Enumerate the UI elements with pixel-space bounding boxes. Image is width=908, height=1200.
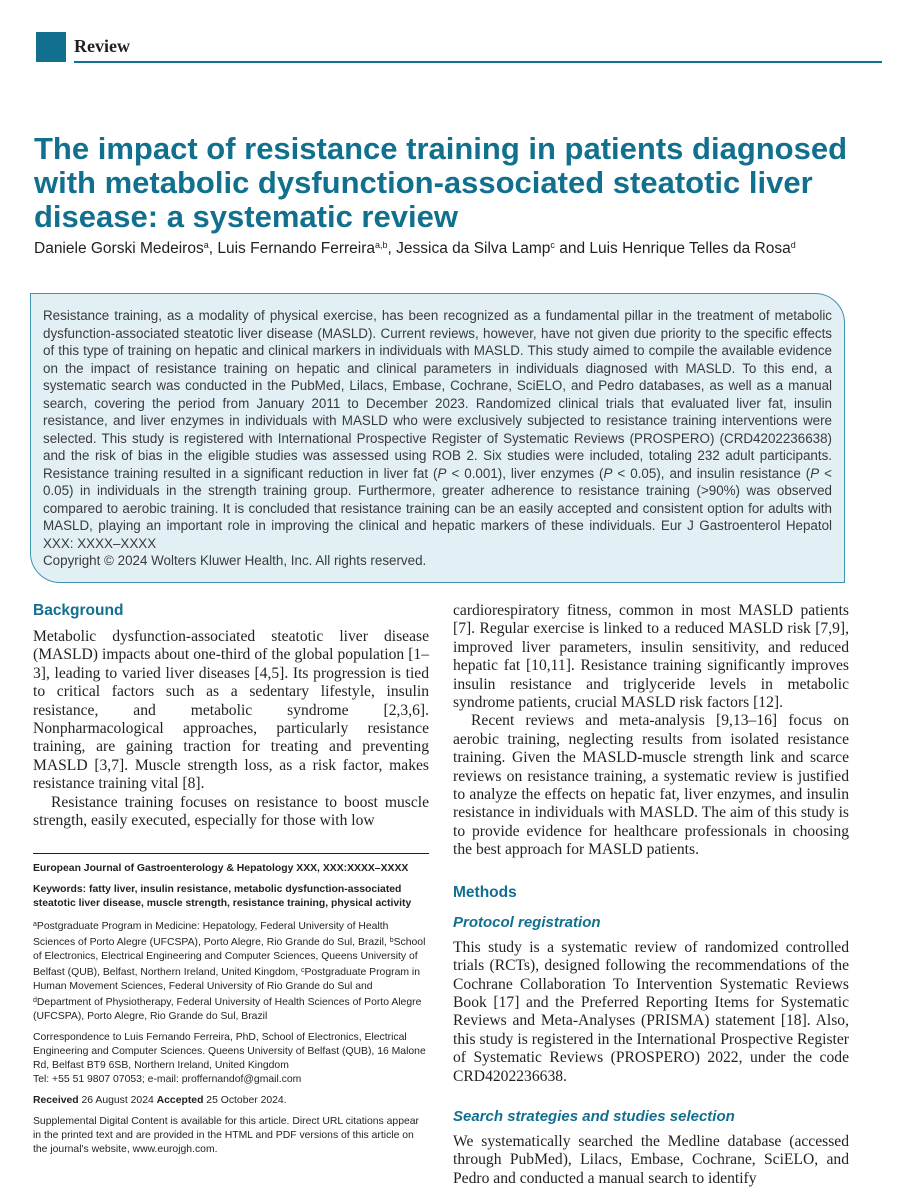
affiliation-text: Postgraduate Program in Medicine: Hepatology, Federal University of Health Sciences of Porto Alegre (UFCSPA), Porto Alegre, Rio Grande do Sul, Brazil, [33,921,390,948]
author-affiliation: d [790,240,796,250]
received-label: Received [33,1095,79,1106]
accepted-date: 25 October 2024. [203,1095,287,1106]
author-affiliation: c [550,240,555,250]
protocol-registration-heading: Protocol registration [453,913,601,931]
keywords-list: fatty liver, insulin resistance, metabolic dysfunction-associated steatotic liver disease, muscle strength, resistance training, physical activity [33,884,412,909]
affiliation-mark: d [33,997,37,1004]
affiliation-text: Postgraduate Program in Human Movement Sciences, Federal University of Rio Grande do Sul and [33,967,420,992]
correspondence [33,1031,429,1087]
author-separator: , [387,240,397,257]
affiliations [33,918,429,1024]
abstract-segment: < 0.05) in individuals in the strength training group. Furthermore, greater adherence to resistance training (>90%) was observed compared to aerobic training. It is concluded that resistance training can be an easily accepted and consistent option for adults with MASLD, playing an important role in improving the clinical and hepatic markers of these individuals. Eur J Gastroenterol Hepatol XXX: XXXX–XXXX [43,465,832,551]
abstract-segment: Resistance training, as a modality of physical exercise, has been recognized as a fundamental pillar in the treatment of metabolic dysfunction-associated steatotic liver disease (MASLD). Current reviews, however, have not given due priority to the specific effects of this type of training on hepatic and clinical markers in individuals with MASLD. This study aimed to compile the available evidence on the impact of resistance training on hepatic and clinical parameters in individuals diagnosed with MASLD. To this end, a systematic search was conducted in the PubMed, Lilacs, Embase, Cochrane, SciELO, and Pedro databases, as well as a manual search, covering the period from January 2011 to December 2023. Randomized clinical trials that evaluated liver fat, insulin resistance, and liver enzymes in individuals with MASLD who were exclusively subjected to resistance training interventions were selected. This study is registered with International Prospective Register of Systematic Reviews (PROSPERO) (CRD4202236638) and the risk of bias in the eligible studies was assessed using ROB 2. Six studies were included, totaling 232 adult participants. Resistance training resulted in a significant reduction in liver fat ( [43,308,832,481]
keywords [33,883,429,911]
abstract-box [30,293,845,583]
affiliation-mark: b [389,937,394,944]
accepted-label: Accepted [156,1095,204,1106]
section-header [36,32,882,62]
article-title: The impact of resistance training in patients diagnosed with metabolic dysfunction-associated steatotic liver disease: a systematic review [34,131,848,234]
background-heading: Background [33,602,124,619]
author-separator: and [554,240,590,257]
methods-paragraph: We systematically searched the Medline database (accessed through PubMed), Lilacs, Embase, Cochrane, SciELO, and Pedro and conducted a manual search to identify [453,1132,849,1187]
journal-citation: European Journal of Gastroenterology & Hepatology XXX, XXX:XXXX–XXXX [33,863,409,874]
background-paragraph: cardiorespiratory fitness, common in most MASLD patients [7]. Regular exercise is linked to a reduced MASLD risk [7,9], improved liver parameters, insulin sensitivity, and reduced hepatic fat [10,11]. Resistance training significantly improves insulin resistance and triglyceride levels in metabolic syndrome patients, crucial MASLD risk factors [12]. [453,602,849,712]
affiliation-mark: c [300,967,305,974]
p-value-symbol: P [810,465,820,481]
author-name: Daniele Gorski Medeiros [34,240,204,257]
background-paragraph: Metabolic dysfunction-associated steatotic liver disease (MASLD) impacts about one-third of the global population [1–3], leading to varied liver diseases [4,5]. Its progression is tied to critical factors such as a sedentary lifestyle, insulin resistance, and metabolic syndrome [2,3,6]. Nonpharmacological approaches, particularly resistance training, are gaining traction for treating and preventing MASLD [3,7]. Muscle strength loss, as a risk factor, makes resistance training vital [8]. [33,628,429,793]
search-strategies-heading: Search strategies and studies selection [453,1107,735,1125]
methods-heading: Methods [453,883,517,901]
author-separator: , [208,240,218,257]
section-marker [36,32,66,62]
author-affiliation: a [203,240,209,250]
affiliation-mark: a [33,921,37,928]
right-column [453,602,849,1188]
p-value-symbol: P [437,465,447,481]
p-value-symbol: P [603,465,613,481]
section-label: Review [74,36,130,56]
supplemental-note: Supplemental Digital Content is available for this article. Direct URL citations appear in the printed text and are provided in the HTML and PDF versions of this article on the journal's website, www.eurojgh.com. [33,1116,419,1155]
author-name: Luis Fernando Ferreira [217,240,376,257]
keywords-label: Keywords: [33,884,87,895]
affiliation-text: School of Electronics, Electrical Engineering and Computer Sciences, Queens University of Belfast (QUB), Belfast, Northern Ireland, United Kingdom, [33,937,426,978]
contact-info: Tel: +55 51 9807 07053; e-mail: proffernandof@gmail.com [33,1074,302,1085]
author-list [34,240,894,258]
background-paragraph: Recent reviews and meta-analysis [9,13–16] focus on aerobic training, neglecting results from isolated resistance training. Given the MASLD-muscle strength link and scarce reviews on resistance training, a systematic review is justified to analyze the effects on hepatic fat, liver enzymes, and insulin resistance in individuals with MASLD. The aim of this study is to provide evidence for healthcare professionals in choosing the best approach for MASLD patients. [453,712,849,859]
abstract-text [43,307,832,552]
left-column [33,602,429,830]
background-paragraph: Resistance training focuses on resistance to boost muscle strength, easily executed, especially for those with low [33,793,429,830]
abstract-segment: < 0.001), liver enzymes ( [446,465,604,481]
dates [33,1094,429,1108]
footnotes [33,862,429,1164]
received-date: 26 August 2024 [78,1095,157,1106]
author-name: Jessica da Silva Lamp [396,240,551,257]
correspondence-text: Correspondence to Luis Fernando Ferreira, PhD, School of Electronics, Electrical Engineering and Computer Sciences. Queens University of Belfast (QUB), 16 Malone Rd, Belfast BT9 6SB, Northern Ireland, United Kingdom [33,1032,426,1071]
header-rule [74,61,882,63]
abstract-segment: < 0.05), and insulin resistance ( [612,465,811,481]
methods-paragraph: This study is a systematic review of randomized controlled trials (RCTs), designed following the recommendations of the Cochrane Collaboration To Intervention Systematic Reviews Book [17] and the Preferred Reporting Items for Systematic Reviews and Meta-Analyses (PRISMA) statement [18]. Also, this study is registered in the International Prospective Register of Systematic Reviews (PROSPERO) 2022, under the code CRD4202236638. [453,938,849,1085]
abstract-copyright: Copyright © 2024 Wolters Kluwer Health, Inc. All rights reserved. [43,553,427,568]
affiliation-text: Department of Physiotherapy, Federal University of Health Sciences of Porto Alegre (UFCSPA), Porto Alegre, Rio Grande do Sul, Brazil [33,997,422,1022]
footnote-rule [33,853,429,854]
author-name: Luis Henrique Telles da Rosa [589,240,791,257]
author-affiliation: a,b [375,240,388,250]
